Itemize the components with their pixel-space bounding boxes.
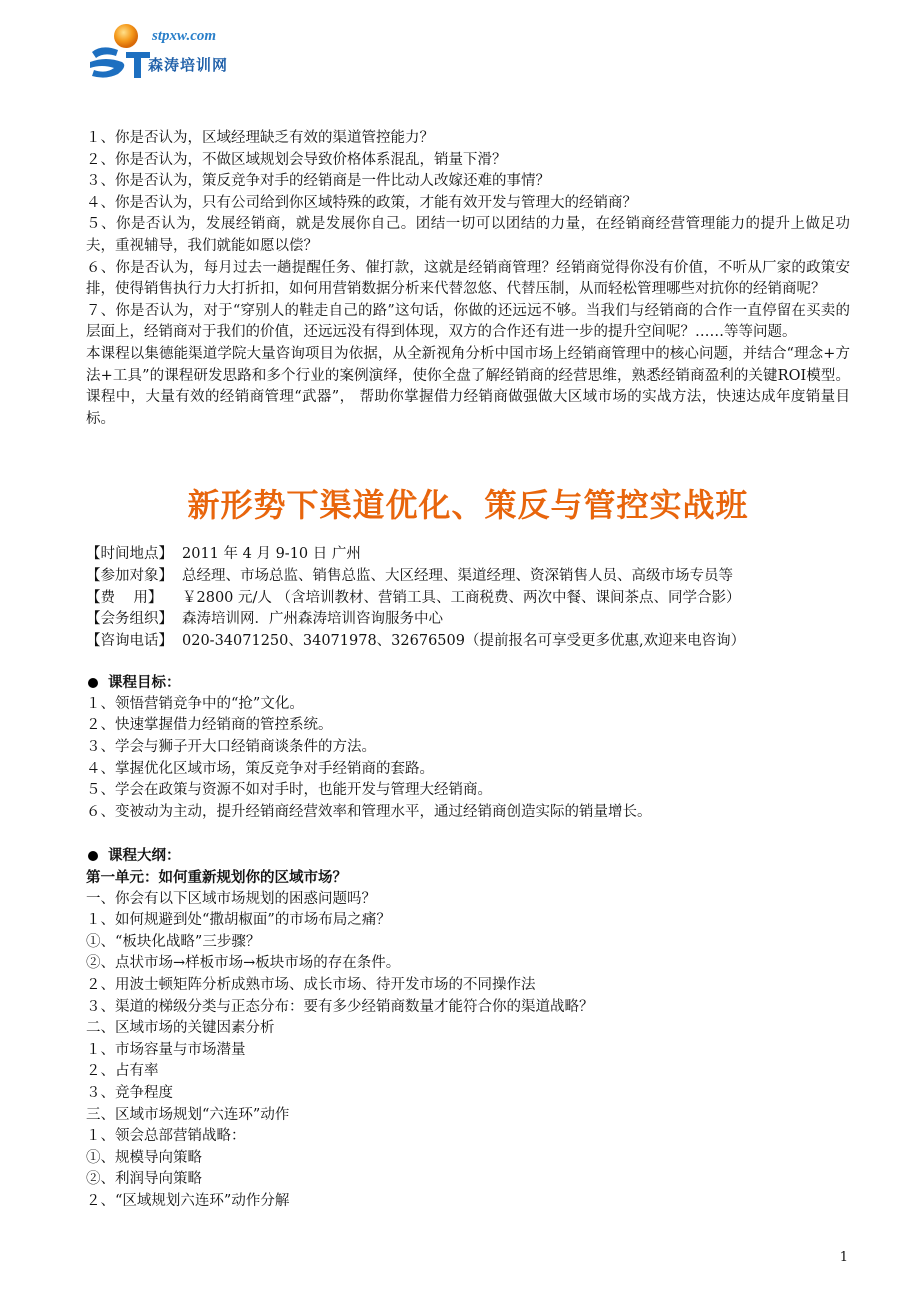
intro-line: ７、你是否认为，对于“穿别人的鞋走自己的路”这句话，你做的还远远不够。当我们与经销商的合作一直停留在买卖的层面上，经销商对于我们的价值，还远远没有得到体现，双方的合作还有进一步的提升空间呢？……等等问题。 [86, 302, 850, 341]
info-value: 森涛培训网．广州森涛培训咨询服务中心 [182, 611, 443, 628]
info-section [86, 544, 850, 652]
info-value: 总经理、市场总监、销售总监、大区经理、渠道经理、资深销售人员、高级市场专员等 [182, 567, 733, 584]
outline-item: 一、你会有以下区域市场规划的困惑问题吗？ [86, 890, 376, 907]
outline-item: 三、区域市场规划“六连环”动作 [86, 1106, 290, 1123]
course-title: 新形势下渠道优化、策反与管控实战班 [187, 486, 749, 525]
intro-line: ６、你是否认为，每月过去一趟提醒任务、催打款，这就是经销商管理？经销商觉得你没有价值，不听从厂家的政策安排，使得销售执行力大打折扣，如何用营销数据分析来代替忽悠、代替压制，从而轻松管理哪些对抗你的经销商呢？ [86, 259, 850, 298]
outline-item: ①、规模导向策略 [86, 1149, 202, 1166]
outline-item: １、如何规避到处“撒胡椒面”的市场布局之痛？ [86, 912, 391, 929]
outline-item: ３、渠道的梯级分类与正态分布：要有多少经销商数量才能符合你的渠道战略？ [86, 998, 594, 1015]
info-row [86, 609, 850, 631]
logo-name: 森涛培训网 [148, 56, 229, 74]
site-logo [88, 22, 258, 82]
intro-line: ４、你是否认为，只有公司给到你区域特殊的政策，才能有效开发与管理大的经销商？ [86, 194, 637, 211]
outline-heading: 课程大纲： [86, 845, 850, 867]
document-body [86, 128, 850, 1213]
unit-title: 第一单元：如何重新规划你的区域市场？ [86, 869, 347, 887]
info-key: 【时间地点】 [86, 546, 173, 563]
outline-item: ３、竞争程度 [86, 1084, 173, 1101]
intro-paragraph: 本课程以集德能渠道学院大量咨询项目为依据，从全新视角分析中国市场上经销商管理中的核心问题，并结合“理念+方法+工具”的课程研发思路和多个行业的案例演绎，使你全盘了解经销商的经营思维，熟悉经销商盈利的关键ROI模型。课程中，大量有效的经销商管理“武器”， 帮助你掌握借力经销商做强做大区域市场的实战方法，快速达成年度销量目标。 [86, 345, 850, 427]
info-row [86, 544, 850, 566]
outline-item: ２、“区域规划六连环”动作分解 [86, 1192, 290, 1209]
logo-mark-icon [88, 22, 152, 82]
outline-item: １、市场容量与市场潜量 [86, 1041, 246, 1058]
bullet-icon [88, 851, 98, 861]
intro-line: ３、你是否认为，策反竞争对手的经销商是一件比动人改嫁还难的事情？ [86, 173, 550, 190]
page-number: 1 [839, 1250, 848, 1265]
outline-item: ２、用波士顿矩阵分析成熟市场、成长市场、待开发市场的不同操作法 [86, 977, 536, 993]
outline-section [86, 845, 850, 1212]
goal-item: ４、掌握优化区域市场，策反竞争对手经销商的套路。 [86, 760, 434, 777]
info-key: 【参加对象】 [86, 567, 173, 584]
info-value: 2011 年 4 月 9-10 日 广州 [182, 546, 361, 563]
goal-item: ６、变被动为主动，提升经销商经营效率和管理水平，通过经销商创造实际的销量增长。 [86, 803, 652, 820]
goal-item: ３、学会与狮子开大口经销商谈条件的方法。 [86, 739, 376, 756]
outline-item: 二、区域市场的关键因素分析 [86, 1020, 275, 1037]
outline-item: ②、利润导向策略 [86, 1171, 202, 1188]
intro-section [86, 128, 850, 430]
info-value: 020-34071250、34071978、32676509（提前报名可享受更多优惠,欢迎来电咨询） [182, 632, 746, 649]
intro-line: ２、你是否认为，不做区域规划会导致价格体系混乱，销量下滑？ [86, 151, 507, 168]
info-key: 【会务组织】 [86, 611, 173, 628]
info-row [86, 631, 850, 653]
logo-url: stpxw.com [152, 28, 217, 44]
outline-item: ①、“板块化战略”三步骤？ [86, 933, 261, 950]
goals-section [86, 672, 850, 823]
outline-item: ２、占有率 [86, 1063, 159, 1080]
outline-item: ②、点状市场→样板市场→板块市场的存在条件。 [86, 955, 401, 972]
goal-item: ５、学会在政策与资源不如对手时，也能开发与管理大经销商。 [86, 782, 492, 799]
outline-item: １、领会总部营销战略： [86, 1128, 246, 1145]
goal-item: ２、快速掌握借力经销商的管控系统。 [86, 717, 333, 734]
info-key: 【费 用】 [86, 589, 163, 606]
info-row [86, 588, 850, 610]
info-row [86, 566, 850, 588]
info-key: 【咨询电话】 [86, 632, 173, 649]
info-value: ￥2800 元/人 （含培训教材、营销工具、工商税费、两次中餐、课间茶点、同学合影） [182, 589, 741, 606]
intro-line: １、你是否认为，区域经理缺乏有效的渠道管控能力？ [86, 130, 434, 146]
goal-item: １、领悟营销竞争中的“抢”文化。 [86, 695, 304, 712]
bullet-icon [88, 678, 98, 688]
goals-heading: 课程目标： [86, 672, 850, 694]
intro-line: ５、你是否认为，发展经销商，就是发展你自己。团结一切可以团结的力量，在经销商经营管理能力的提升上做足功夫，重视辅导，我们就能如愿以偿？ [86, 216, 850, 254]
